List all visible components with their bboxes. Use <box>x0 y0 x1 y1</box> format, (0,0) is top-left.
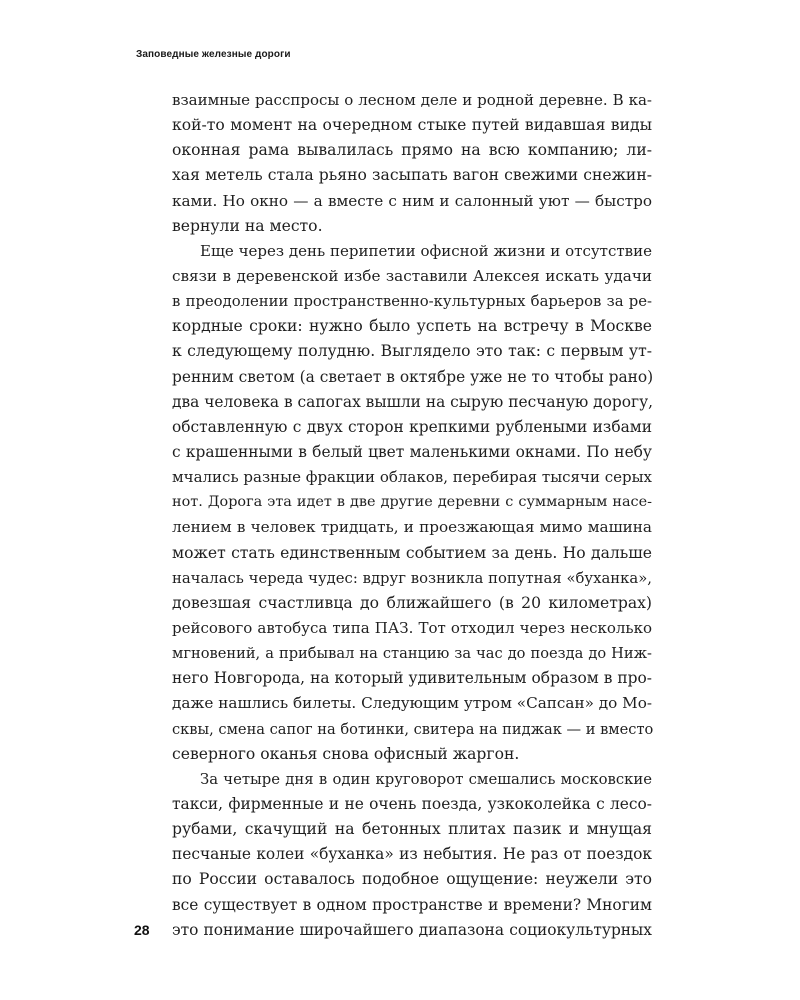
text-line: такси, фирменные и не очень поезда, узкоколейка с лесо- <box>172 794 652 813</box>
text-line: оконная рама вывалилась прямо на всю компанию; ли- <box>172 141 652 160</box>
text-line: мгновений, а прибывал на станцию за час до поезда до Ниж- <box>172 645 652 663</box>
text-line: связи в деревенской избе заставили Алексея искать удачи <box>172 266 652 285</box>
text-line: с крашенными в белый цвет маленькими окнами. По небу <box>172 442 652 461</box>
text-line: может стать единственным событием за день. Но дальше <box>172 543 652 562</box>
text-line: к следующему полудню. Выглядело это так: с первым ут- <box>172 342 652 361</box>
page-number: 28 <box>134 922 150 938</box>
text-line: взаимные расспросы о лесном деле и родной деревне. В ка- <box>172 91 652 109</box>
text-line: по России оставалось подобное ощущение: неужели это <box>172 870 652 889</box>
text-line: обставленную с двух сторон крепкими рублеными избами <box>172 417 652 436</box>
text-line: северного оканья снова офисный жаргон. <box>172 744 520 763</box>
running-header: Заповедные железные дороги <box>136 49 291 60</box>
text-line: все существует в одном пространстве и времени? Многим <box>172 895 652 914</box>
text-line: За четыре дня в один круговорот смешались московские <box>200 770 652 788</box>
text-line: ками. Но окно — а вместе с ним и салонный уют — быстро <box>172 191 652 210</box>
text-line: кордные сроки: нужно было успеть на встречу в Москве <box>172 317 652 336</box>
text-line: это понимание широчайшего диапазона социокультурных <box>172 920 652 939</box>
text-line: рейсового автобуса типа ПАЗ. Тот отходил через несколько <box>172 618 652 637</box>
text-line: сквы, смена сапог на ботинки, свитера на пиджак — и вместо <box>172 720 654 738</box>
text-line: рубами, скачущий на бетонных плитах пазик и мнущая <box>172 820 652 839</box>
body-text <box>172 88 652 943</box>
text-line: два человека в сапогах вышли на сырую песчаную дорогу, <box>172 392 654 411</box>
text-line: ренним светом (а светает в октябре уже не то чтобы рано) <box>172 367 654 386</box>
text-line: лением в человек тридцать, и проезжающая мимо машина <box>172 518 652 537</box>
text-line: началась череда чудес: вдруг возникла попутная «буханка», <box>172 569 652 587</box>
text-line: песчаные колеи «буханка» из небытия. Не раз от поездок <box>172 845 652 864</box>
text-line: нот. Дорога эта идет в две другие деревни с суммарным насе- <box>172 494 652 511</box>
text-line: довезшая счастливца до ближайшего (в 20 километрах) <box>172 593 652 612</box>
text-line: вернули на место. <box>172 216 323 235</box>
text-line: в преодолении пространственно-культурных барьеров за ре- <box>172 293 652 311</box>
text-line: кой-то момент на очередном стыке путей видавшая виды <box>172 116 652 135</box>
text-line: даже нашлись билеты. Следующим утром «Сапсан» до Мо- <box>172 694 652 713</box>
text-line: мчались разные фракции облаков, перебирая тысячи серых <box>172 468 652 487</box>
text-line: хая метель стала рьяно засыпать вагон свежими снежин- <box>172 166 652 185</box>
text-line: Еще через день перипетии офисной жизни и отсутствие <box>200 241 652 260</box>
text-line: него Новгорода, на который удивительным образом в про- <box>172 669 652 688</box>
